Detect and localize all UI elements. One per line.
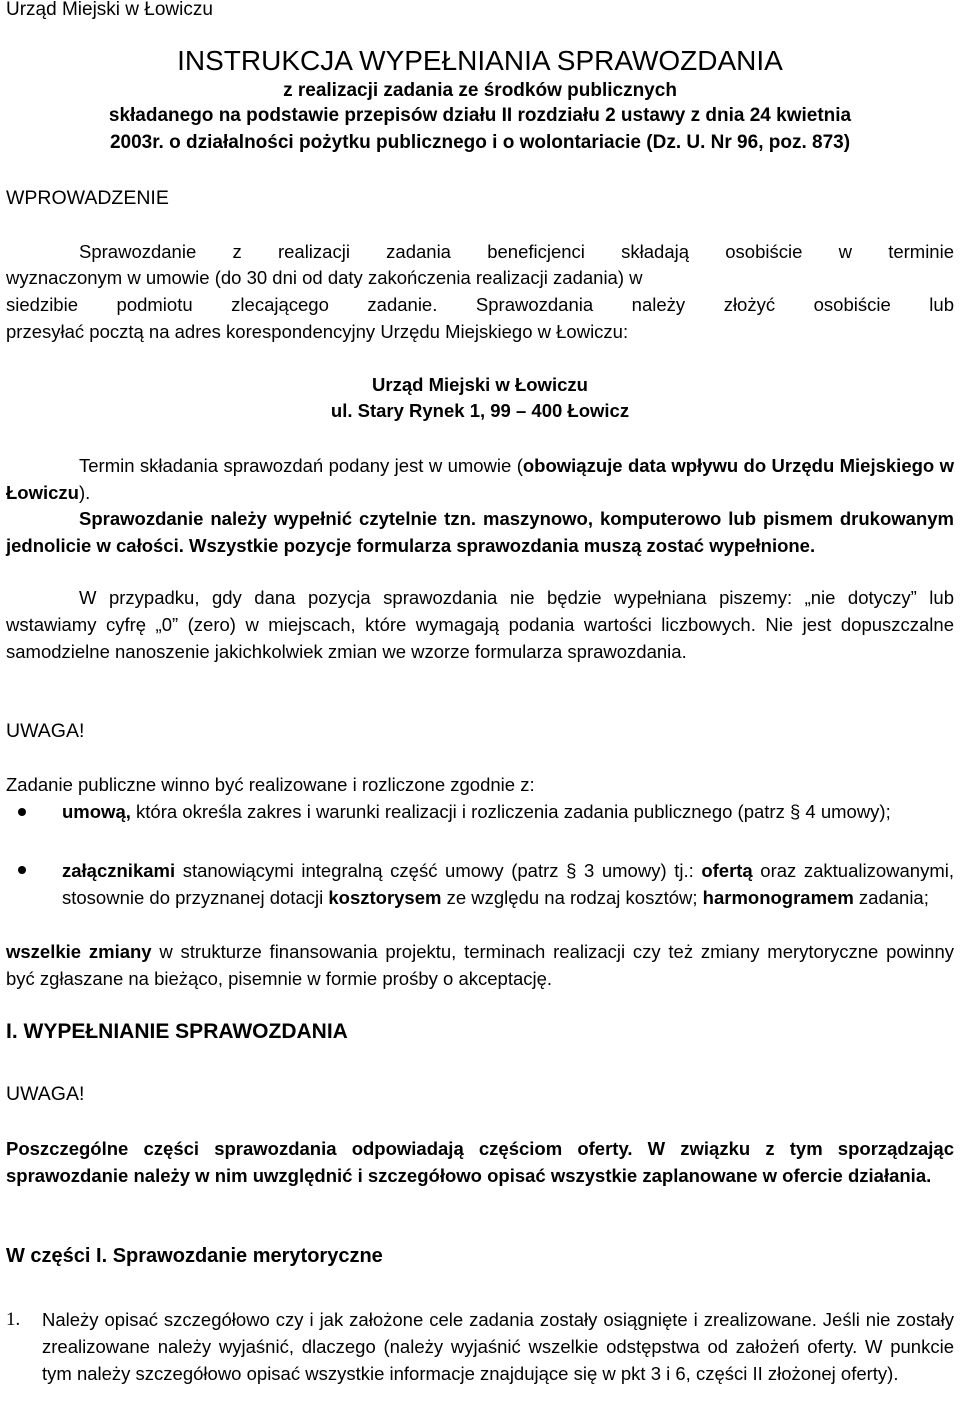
bullet-icon <box>18 808 26 816</box>
part-heading: W części I. Sprawozdanie merytoryczne <box>6 1245 383 1267</box>
changes-paragraph: wszelkie zmiany w strukturze finansowania projektu, terminach realizacji czy też zmiany merytoryczne powinny być zgłaszane na bieżąco, pisemnie w formie prośby o akceptację. <box>6 941 954 989</box>
intro-paragraph-line-1: Sprawozdanie z realizacji zadania beneficjenci składają osobiście w terminie <box>79 241 954 262</box>
list-number: 1. <box>6 1309 21 1330</box>
bullet-icon <box>18 866 26 874</box>
sections-paragraph: Poszczególne części sprawozdania odpowiadają częściom oferty. W związku z tym sporządzając sprawozdanie należy w nim uwzględnić i szczegółowo opisać wszystkie zaplanowane w ofercie działania. <box>6 1138 954 1186</box>
intro-heading: WPROWADZENIE <box>6 187 169 209</box>
compliance-lead: Zadanie publiczne winno być realizowane i rozliczone zgodnie z: <box>6 774 535 795</box>
intro-paragraph-line-2: wyznaczonym w umowie (do 30 dni od daty zakończenia realizacji zadania) w <box>6 267 643 288</box>
empty-fields-paragraph: W przypadku, gdy dana pozycja sprawozdania nie będzie wypełniana piszemy: „nie dotyczy” lub wstawiamy cyfrę „0” (zero) w miejscach, które wymagają podania wartości liczbowych. Nie jest dopuszczalne samodzielne nanoszenie jakichkolwiek zmian we wzorze formularza sprawozdania. <box>6 587 954 662</box>
deadline-paragraph: Termin składania sprawozdań podany jest w umowie (obowiązuje data wpływu do Urzędu Miejskiego w Łowiczu). <box>6 455 954 503</box>
bullet-attachments: załącznikami stanowiącymi integralną część umowy (patrz § 3 umowy) tj.: ofertą oraz zaktualizowanymi, stosownie do przyznanej dotacji kosztorysem ze względu na rodzaj kosztów; harmonogramem zadania; <box>62 860 954 908</box>
organization-header: Urząd Miejski w Łowiczu <box>6 0 213 20</box>
document-title: INSTRUKCJA WYPEŁNIANIA SPRAWOZDANIA <box>177 45 783 76</box>
address-street: ul. Stary Rynek 1, 99 – 400 Łowicz <box>330 400 630 421</box>
list-item-goals: Należy opisać szczegółowo czy i jak założone cele zadania zostały osiągnięte i zrealizowane. Jeśli nie zostały zrealizowane należy wyjaśnić, dlaczego (należy wyjaśnić wszelkie odstępstwa od założeń oferty. W punkcie tym należy szczegółowo opisać wszystkie informacje znajdujące się w pkt 3 i 6, części II złożonej oferty). <box>42 1309 954 1384</box>
address-name: Urząd Miejski w Łowiczu <box>372 374 588 395</box>
intro-paragraph-line-4: przesyłać pocztą na adres korespondencyjny Urzędu Miejskiego w Łowiczu: <box>6 321 629 342</box>
intro-paragraph-line-3: siedzibie podmiotu zlecającego zadanie. Sprawozdania należy złożyć osobiście lub <box>6 294 954 315</box>
subtitle-line-1: z realizacji zadania ze środków publicznych <box>283 80 677 101</box>
bullet-agreement: umową, która określa zakres i warunki realizacji i rozliczenia zadania publicznego (patrz § 4 umowy); <box>62 801 891 822</box>
section-heading: I. WYPEŁNIANIE SPRAWOZDANIA <box>6 1020 348 1043</box>
readability-paragraph: Sprawozdanie należy wypełnić czytelnie tzn. maszynowo, komputerowo lub pismem drukowanym jednolicie w całości. Wszystkie pozycje formularza sprawozdania muszą zostać wypełnione. <box>6 508 954 556</box>
subtitle-line-2: składanego na podstawie przepisów działu II rozdziału 2 ustawy z dnia 24 kwietnia <box>108 105 852 126</box>
warning-heading-1: UWAGA! <box>6 720 85 742</box>
warning-heading-2: UWAGA! <box>6 1083 85 1105</box>
subtitle-line-3: 2003r. o działalności pożytku publicznego i o wolontariacie (Dz. U. Nr 96, poz. 873) <box>109 132 851 153</box>
